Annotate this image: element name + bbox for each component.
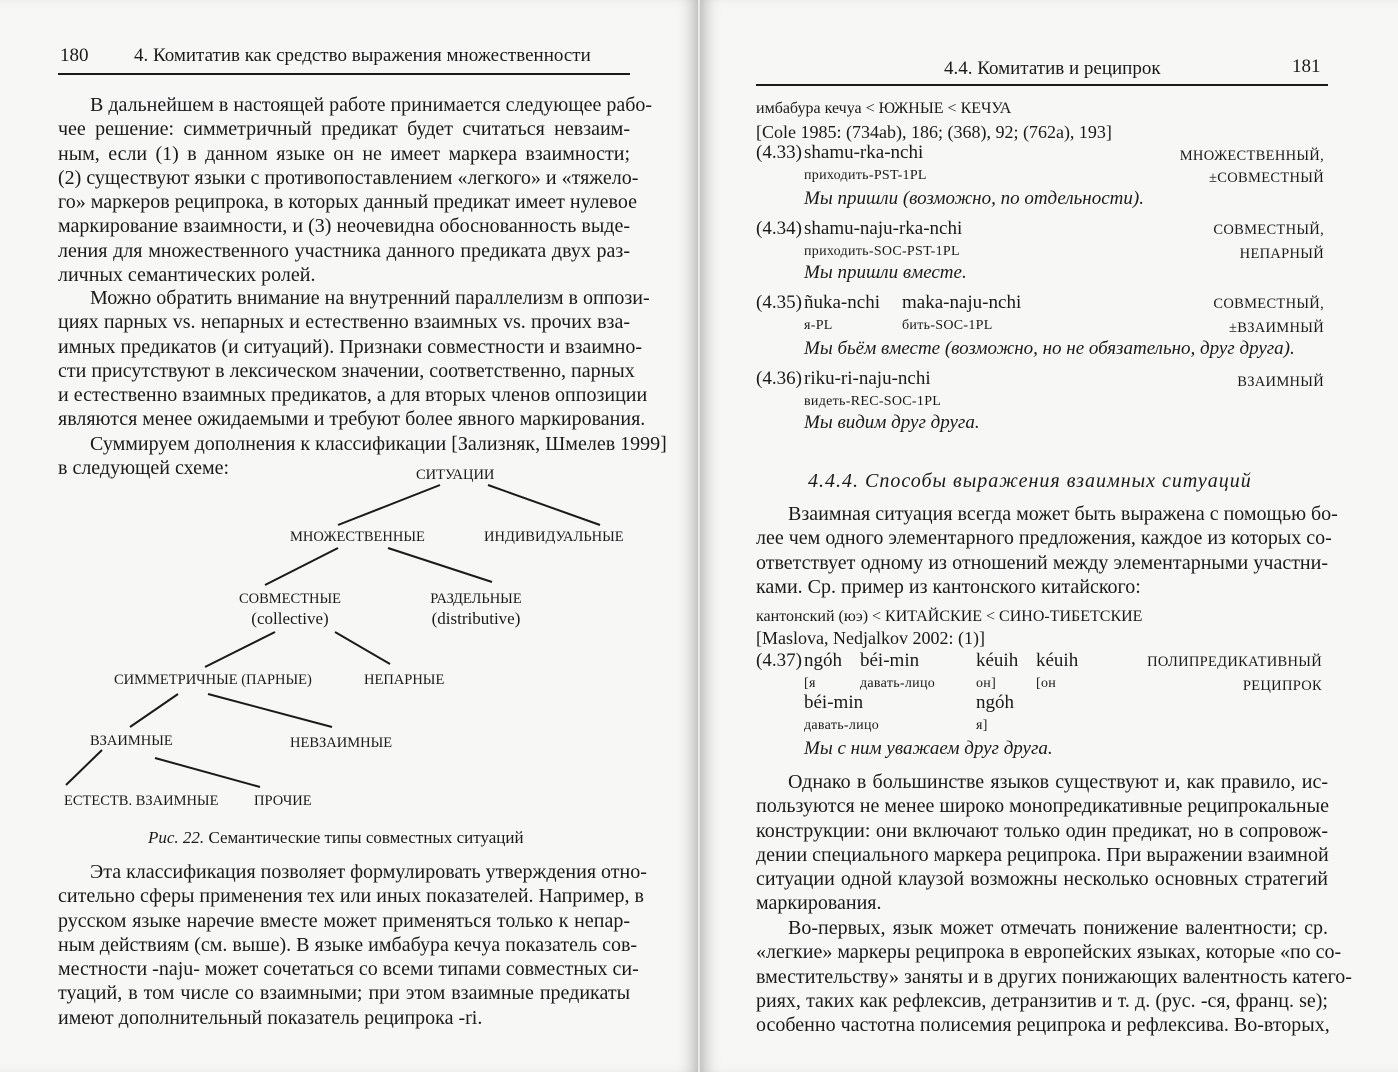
tree-node-unpaired: НЕПАРНЫЕ xyxy=(364,672,445,688)
header-rule-right xyxy=(756,84,1328,86)
example-4-33-class-1: МНОЖЕСТВЕННЫЙ, xyxy=(1179,148,1324,164)
text-line: Во-первых, язык может отмечать понижение валентности; ср. xyxy=(788,917,1328,939)
example-4-34-class-1: СОВМЕСТНЫЙ, xyxy=(1213,222,1324,238)
example-4-37-number: (4.37) xyxy=(756,650,802,671)
right-page xyxy=(700,0,1398,1072)
figure-caption xyxy=(148,828,524,848)
text-line: туаций, в том числе со взаимными; при этом взаимные предикаты xyxy=(58,982,630,1005)
example-4-35-form-1: ñuka-nchi xyxy=(804,292,880,313)
example-4-37-class-1: ПОЛИПРЕДИКАТИВНЫЙ xyxy=(1147,654,1322,670)
example-4-33-number: (4.33) xyxy=(756,142,802,163)
text-line: маркирования. xyxy=(756,892,882,915)
text-line: чее решение: симметричный предикат будет считаться невзаим- xyxy=(58,118,630,141)
example-4-35-form-2: maka-naju-nchi xyxy=(902,292,1022,313)
example-4-34-class-2: НЕПАРНЫЙ xyxy=(1239,246,1324,262)
text-line: в следующей схеме: xyxy=(58,457,230,480)
example-4-37-class-2: РЕЦИПРОК xyxy=(1242,678,1322,694)
tree-node-other: ПРОЧИЕ xyxy=(254,793,312,809)
example-4-35-translation: Мы бьём вместе (возможно, но не обязательно, друг друга). xyxy=(804,338,1295,359)
page-number-left: 180 xyxy=(60,45,89,66)
right-paragraph-3 xyxy=(756,916,1352,1037)
example-4-37-word-3: kéuih xyxy=(976,650,1019,671)
text-line: ным, если (1) в данном языке он не имеет маркера взаимности; xyxy=(58,142,630,165)
example-4-34-translation: Мы пришли вместе. xyxy=(804,262,967,283)
right-paragraph-1 xyxy=(756,502,1338,599)
figure-label: Рис. 22. xyxy=(148,828,205,847)
example-4-33-form: shamu-rka-nchi xyxy=(804,142,924,163)
running-head-right: 4.4. Комитатив и реципрок xyxy=(944,58,1161,79)
text-line: Суммируем дополнения к классификации [Зализняк, Шмелев 1999] xyxy=(90,433,667,455)
example-4-36-form: riku-ri-naju-nchi xyxy=(804,368,931,389)
example-4-35-class-2: ±ВЗАИМНЫЙ xyxy=(1228,320,1324,336)
example-4-34-form: shamu-naju-rka-nchi xyxy=(804,218,963,239)
text-line: имных предикатов (и ситуаций). Признаки совместности и взаимно- xyxy=(58,335,643,358)
text-line: ситуации одной клаузой возможны несколько основных стратегий xyxy=(756,868,1328,891)
tree-node-individual: ИНДИВИДУАЛЬНЫЕ xyxy=(484,529,624,545)
text-line: лее чем одного элементарного предложения, каждое из которых со- xyxy=(756,527,1332,550)
text-line: В дальнейшем в настоящей работе принимается следующее рабо- xyxy=(90,94,653,116)
text-line: Взаимная ситуация всегда может быть выражена с помощью бо- xyxy=(788,503,1338,525)
example-4-37-word-6: ngóh xyxy=(976,692,1014,713)
example-4-37-gloss-5: давать-лицо xyxy=(804,718,880,733)
left-page xyxy=(0,0,698,1072)
text-line: го» маркеров реципрока, в которых данный предикат имеет нулевое xyxy=(58,191,637,214)
example-4-36-translation: Мы видим друг друга. xyxy=(804,412,980,433)
example-4-36-gloss: видеть-REC-SOC-1PL xyxy=(804,394,942,409)
example-4-34-gloss: приходить-SOC-PST-1PL xyxy=(804,244,960,259)
text-line: циях парных vs. непарных и естественно взаимных vs. прочих вза- xyxy=(58,311,630,334)
text-line: вместительству» заняты и в других понижающих валентность катего- xyxy=(756,965,1352,988)
example-4-36-number: (4.36) xyxy=(756,368,802,389)
source-1: [Cole 1985: (734ab), 186; (368), 92; (762a), 193] xyxy=(756,122,1112,142)
tree-node-separate-ru: РАЗДЕЛЬНЫЕ xyxy=(430,591,522,607)
text-line: ответствует одному из отношений между элементарными участни- xyxy=(756,551,1328,574)
text-line: Эта классификация позволяет формулировать утверждения отно- xyxy=(90,861,647,883)
example-4-37-gloss-1: [я xyxy=(804,676,816,691)
text-line: и естественно взаимных предикатов, а для вторых членов оппозиции xyxy=(58,384,648,407)
example-4-37-translation: Мы с ним уважаем друг друга. xyxy=(804,738,1053,759)
text-line: особенно частотна полисемия реципрока и рефлексива. Во-вторых, xyxy=(756,1014,1330,1037)
text-line: местности -naju- может сочетаться со всеми типами совместных си- xyxy=(58,958,639,981)
tree-node-natural-mutual: ЕСТЕСТВ. ВЗАИМНЫЕ xyxy=(64,793,219,809)
text-line: являются менее ожидаемыми и требуют более явного маркирования. xyxy=(58,408,646,431)
example-4-37-gloss-3: он] xyxy=(976,676,997,691)
tree-node-joint-ru: СОВМЕСТНЫЕ xyxy=(238,591,342,607)
example-4-33-class-2: ±СОВМЕСТНЫЙ xyxy=(1209,170,1324,186)
source-2: [Maslova, Nedjalkov 2002: (1)] xyxy=(756,628,985,648)
right-paragraph-2 xyxy=(756,770,1328,916)
text-line: (2) существуют языки с противопоставлением «легкого» и «тяжело- xyxy=(58,166,639,189)
running-head-left: 4. Комитатив как средство выражения множественности xyxy=(134,45,591,66)
tree-node-joint xyxy=(232,590,348,628)
text-line: конструкции: они включают только один предикат, но в сопровож- xyxy=(756,819,1328,842)
example-4-33-translation: Мы пришли (возможно, по отдельности). xyxy=(804,188,1144,209)
text-line: дении специального маркера реципрока. При выражении взаимной xyxy=(756,843,1329,866)
paragraph-4 xyxy=(58,860,647,1030)
tree-node-mutual: ВЗАИМНЫЕ xyxy=(90,733,173,749)
text-line: Однако в большинстве языков существуют и, как правило, ис- xyxy=(788,771,1328,793)
tree-node-separate-en: (distributive) xyxy=(431,609,521,628)
text-line: «легкие» маркеры реципрока в европейских языках, которые «по со- xyxy=(756,941,1342,964)
example-4-35-class-1: СОВМЕСТНЫЙ, xyxy=(1213,296,1324,312)
example-4-37-gloss-2: давать-лицо xyxy=(860,676,936,691)
example-4-37-word-4: kéuih xyxy=(1036,650,1079,671)
example-4-33-gloss: приходить-PST-1PL xyxy=(804,168,927,183)
text-line: Можно обратить внимание на внутренний параллелизм в оппози- xyxy=(90,287,650,309)
tree-node-plural: МНОЖЕСТВЕННЫЕ xyxy=(290,529,425,545)
example-4-35-gloss-2: бить-SOC-1PL xyxy=(902,318,993,333)
text-line: личных семантических ролей. xyxy=(58,264,316,287)
text-line: сти присутствуют в лексическом значении, соответственно, парных xyxy=(58,359,635,382)
example-4-35-number: (4.35) xyxy=(756,292,802,313)
text-line: ками. Ср. пример из кантонского китайского: xyxy=(756,575,1141,598)
example-4-37-word-2: béi-min xyxy=(860,650,920,671)
text-line: имеют дополнительный показатель реципрока -ri. xyxy=(58,1006,483,1029)
tree-node-symmetric: СИММЕТРИЧНЫЕ (ПАРНЫЕ) xyxy=(114,672,312,688)
example-4-34-number: (4.34) xyxy=(756,218,802,239)
example-4-35-gloss-1: я-PL xyxy=(804,318,833,333)
tree-node-joint-en: (collective) xyxy=(251,609,329,628)
text-line: маркирование взаимности, и (3) неочевидна обоснованность выде- xyxy=(58,215,630,238)
text-line: сительно сферы применения тех или иных показателей. Например, в xyxy=(58,885,644,908)
text-line: ным действиям (см. выше). В языке имбабура кечуа показатель сов- xyxy=(58,933,638,956)
text-line: пользуются не менее широко монопредикативные реципрокальные xyxy=(756,795,1329,818)
section-subheading: 4.4.4. Способы выражения взаимных ситуаций xyxy=(808,470,1252,492)
tree-node-situations: СИТУАЦИИ xyxy=(416,467,495,483)
example-4-37-word-5: béi-min xyxy=(804,692,864,713)
language-line-2: кантонский (юэ) < КИТАЙСКИЕ < СИНО-ТИБЕТСКИЕ xyxy=(756,608,1143,625)
example-4-37-gloss-4: [он xyxy=(1036,676,1057,691)
figure-caption-text: Семантические типы совместных ситуаций xyxy=(208,828,524,847)
tree-node-separate xyxy=(424,590,528,628)
tree-node-nonmutual: НЕВЗАИМНЫЕ xyxy=(290,735,393,751)
language-line-1: имбабура кечуа < ЮЖНЫЕ < КЕЧУА xyxy=(756,100,1012,117)
example-4-37-gloss-6: я] xyxy=(976,718,988,733)
example-4-37-word-1: ngóh xyxy=(804,650,842,671)
page-number-right: 181 xyxy=(1292,56,1321,77)
text-line: ления для множественного участника данного предиката двух раз- xyxy=(58,239,630,262)
example-4-36-class-1: ВЗАИМНЫЙ xyxy=(1237,374,1324,390)
text-line: русском языке наречие вместе может применяться только к непар- xyxy=(58,909,630,932)
text-line: риях, таких как рефлексив, детранзитив и т. д. (рус. -ся, франц. se); xyxy=(756,989,1328,1012)
